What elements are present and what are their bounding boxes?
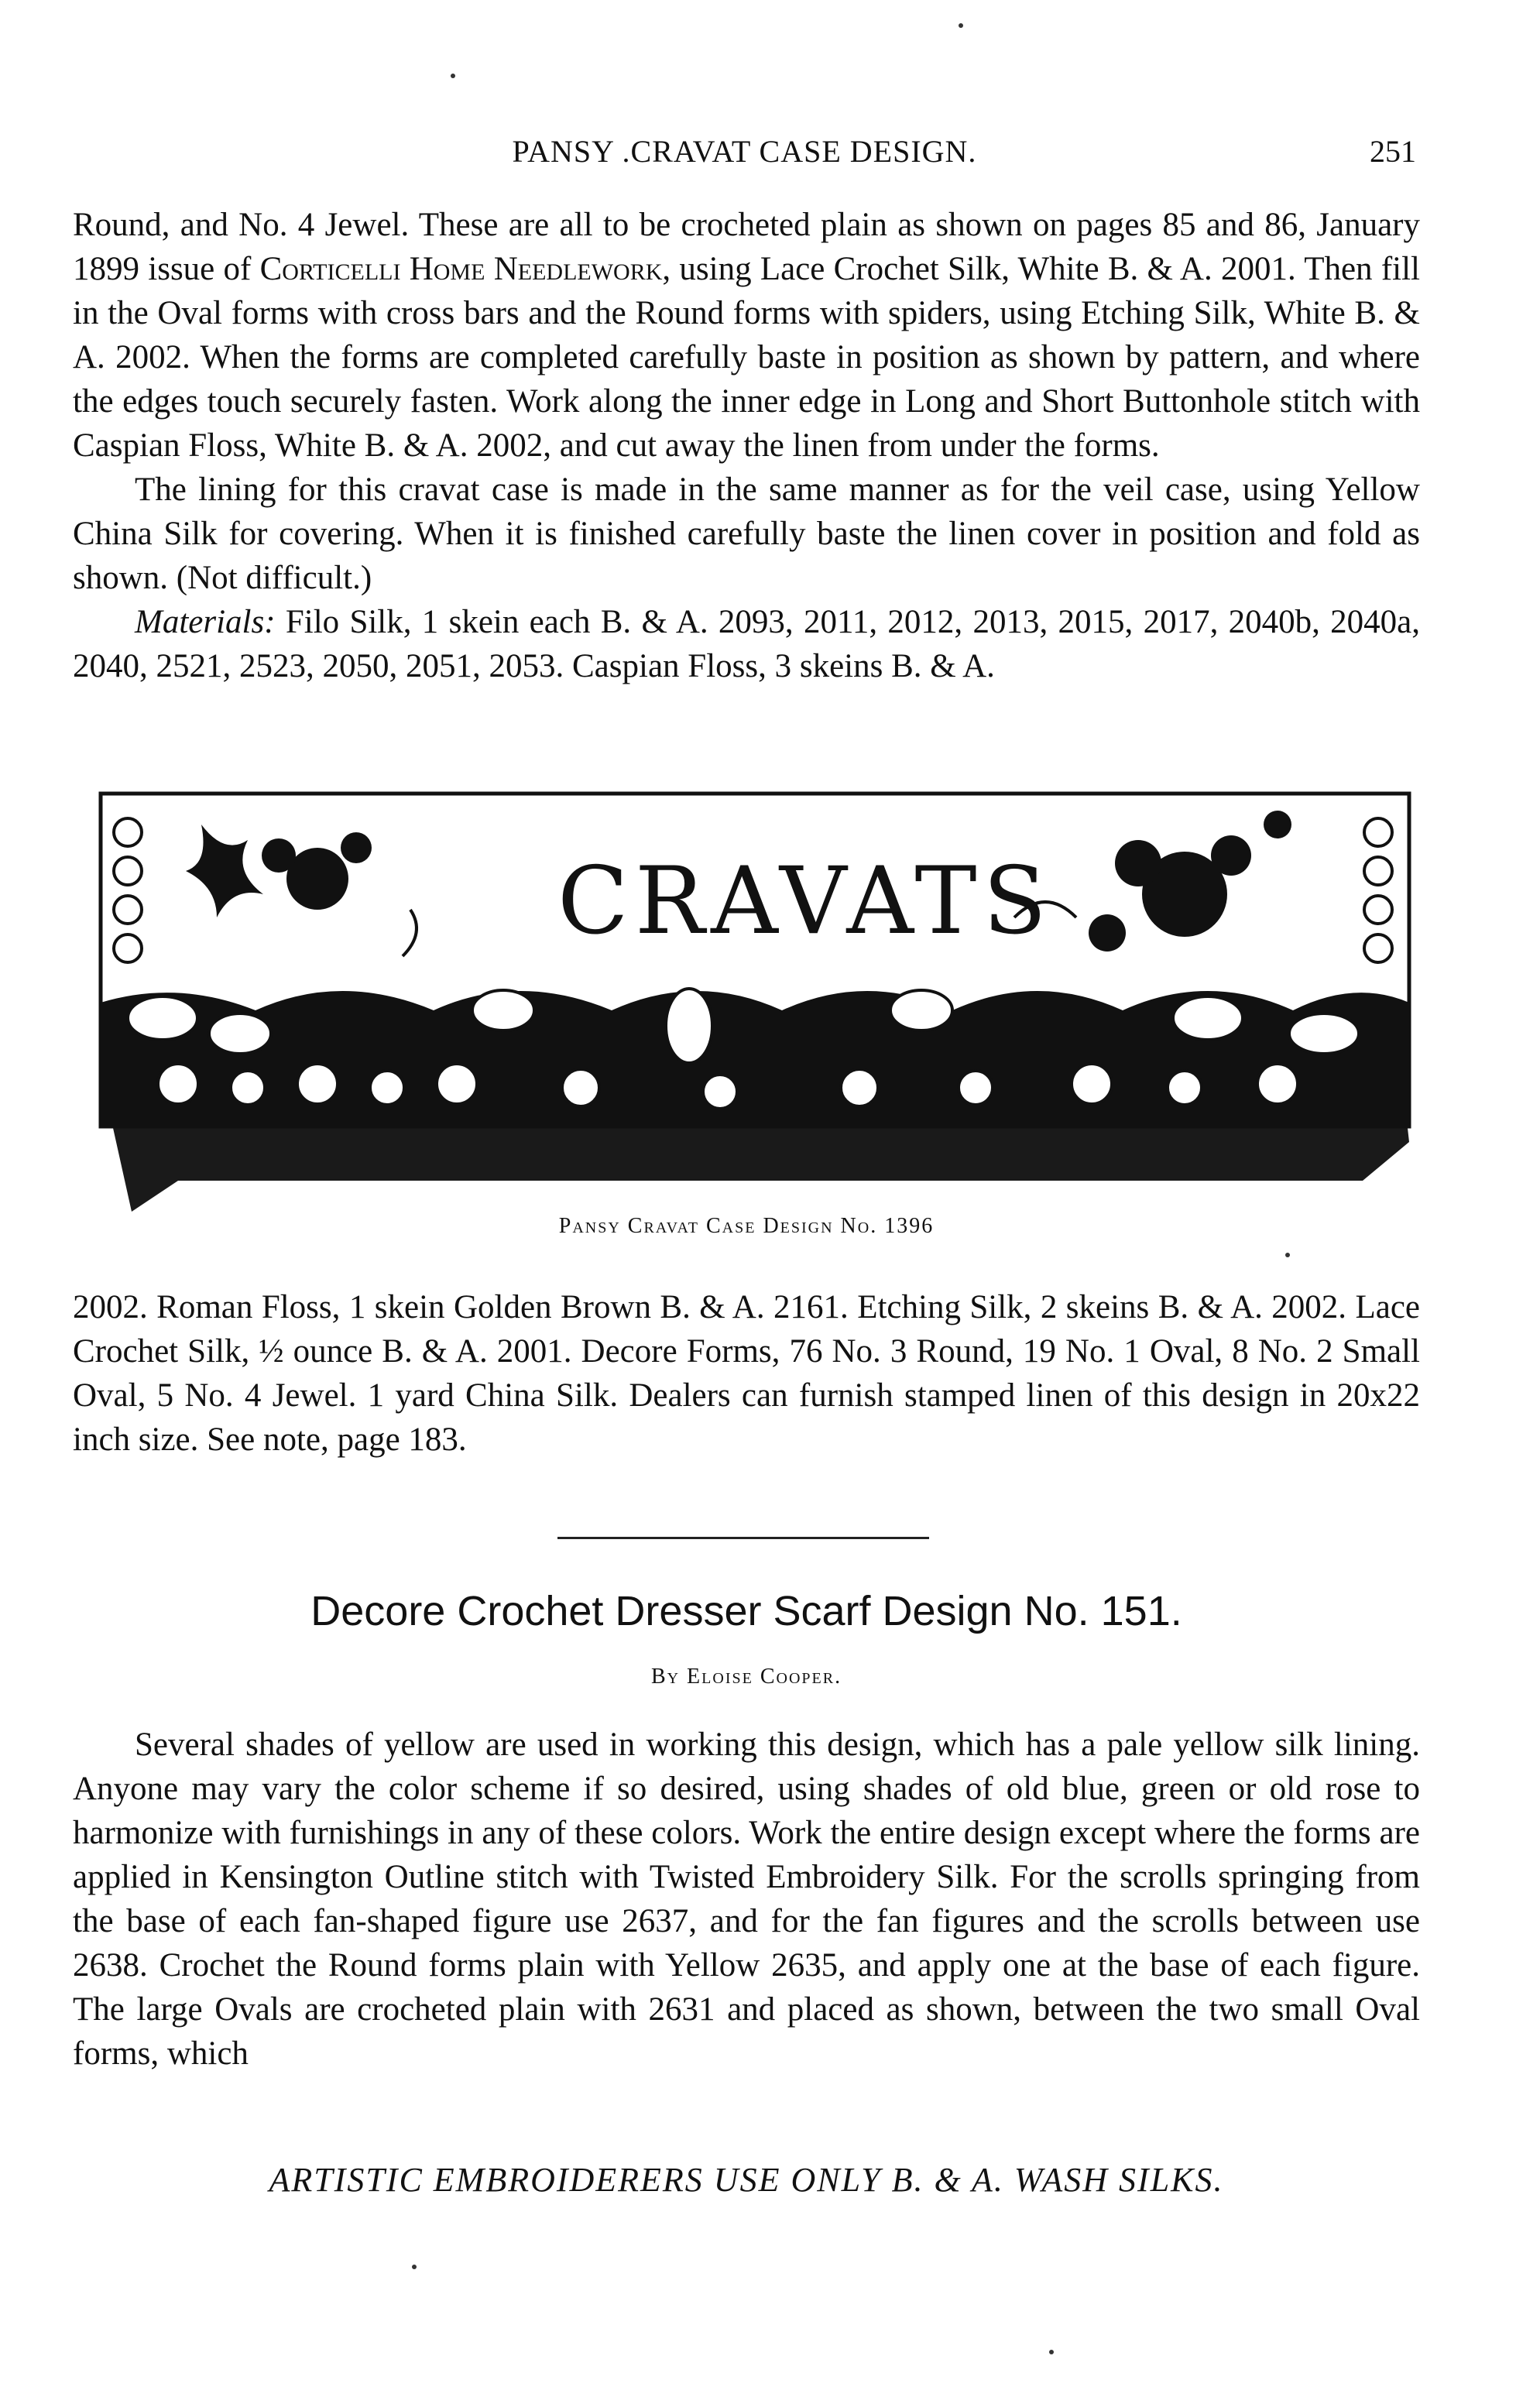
lining-paragraph: The lining for this cravat case is made in the same manner as for the veil case, using Yellow China Silk for covering. When it is finished carefully baste the linen cover in position and fold as shown. (Not difficult.) bbox=[73, 471, 1420, 596]
cravats-lettering: CRAVATS bbox=[557, 848, 1053, 955]
section-divider bbox=[557, 1537, 929, 1539]
top-text-block bbox=[73, 203, 1420, 688]
page-header bbox=[73, 133, 1416, 180]
section-body: Several shades of yellow are used in working this design, which has a pale yellow silk lining. Anyone may vary the color scheme if so desired, using shades of old blue, green or old rose to harmonize with furnishings in any of these colors. Work the entire design except where the forms are applied in Kensington Outline stitch with Twisted Embroidery Silk. For the scrolls springing from the base of each fan-shaped figure use 2637, and for the fan figures and the scrolls between use 2638. Crochet the Round forms plain with Yellow 2635, and apply one at the base of each figure. The large Ovals are crocheted plain with 2631 and placed as shown, between the two small Oval forms, which bbox=[73, 1726, 1420, 2072]
scan-speck bbox=[959, 23, 963, 28]
section-title: Decore Crochet Dresser Scarf Design No. 151. bbox=[310, 1588, 1182, 1634]
scan-speck bbox=[1285, 1253, 1290, 1257]
scan-speck bbox=[412, 2265, 417, 2269]
materials-continued: 2002. Roman Floss, 1 skein Golden Brown B. & A. 2161. Etching Silk, 2 skeins B. & A. 2002. Lace Crochet Silk, ½ ounce B. & A. 2001. Decore Forms, 76 No. 3 Round, 19 No. 1 Oval, 8 No. 2 Small Oval, 5 No. 4 Jewel. 1 yard China Silk. Dealers can furnish stamped linen of this design in 20x22 inch size. See note, page 183. bbox=[73, 1289, 1420, 1458]
figure-caption: Pansy Cravat Case Design No. 1396 bbox=[558, 1214, 935, 1238]
section-body-block bbox=[73, 1723, 1420, 2076]
scan-speck bbox=[1049, 2350, 1054, 2354]
scan-speck bbox=[451, 74, 455, 78]
magazine-name: Corticelli Home Needlework bbox=[259, 251, 663, 287]
intro-paragraph: Round, and No. 4 Jewel. These are all to be crocheted plain as shown on pages 85 and 86, January 1899 issue of Corticelli Home Needlework, using Lace Crochet Silk, White B. & A. 2001. Then fill in the Oval forms with cross bars and the Round forms with spiders, using Etching Silk, White B. & A. 2002. When the forms are completed carefully baste in position as shown by pattern, and where the edges touch securely fasten. Work along the inner edge in Long and Short Buttonhole stitch with Caspian Floss, White B. & A. 2002, and cut away the linen from under the forms. bbox=[73, 207, 1420, 464]
materials-continued-block bbox=[73, 1285, 1420, 1462]
footer-slogan: ARTISTIC EMBROIDERERS USE ONLY B. & A. WASH SILKS. bbox=[269, 2161, 1224, 2199]
materials-paragraph: Materials: Filo Silk, 1 skein each B. & A. 2093, 2011, 2012, 2013, 2015, 2017, 2040b, 2040a, 2040, 2521, 2523, 2050, 2051, 2053. Caspian Floss, 3 skeins B. & A. bbox=[73, 604, 1420, 684]
byline: By Eloise Cooper. bbox=[650, 1665, 842, 1689]
page-number: 251 bbox=[1370, 134, 1416, 169]
materials-label: Materials: bbox=[135, 604, 276, 640]
running-head: PANSY .CRAVAT CASE DESIGN. bbox=[512, 134, 977, 169]
cravat-case-illustration bbox=[85, 778, 1417, 1212]
